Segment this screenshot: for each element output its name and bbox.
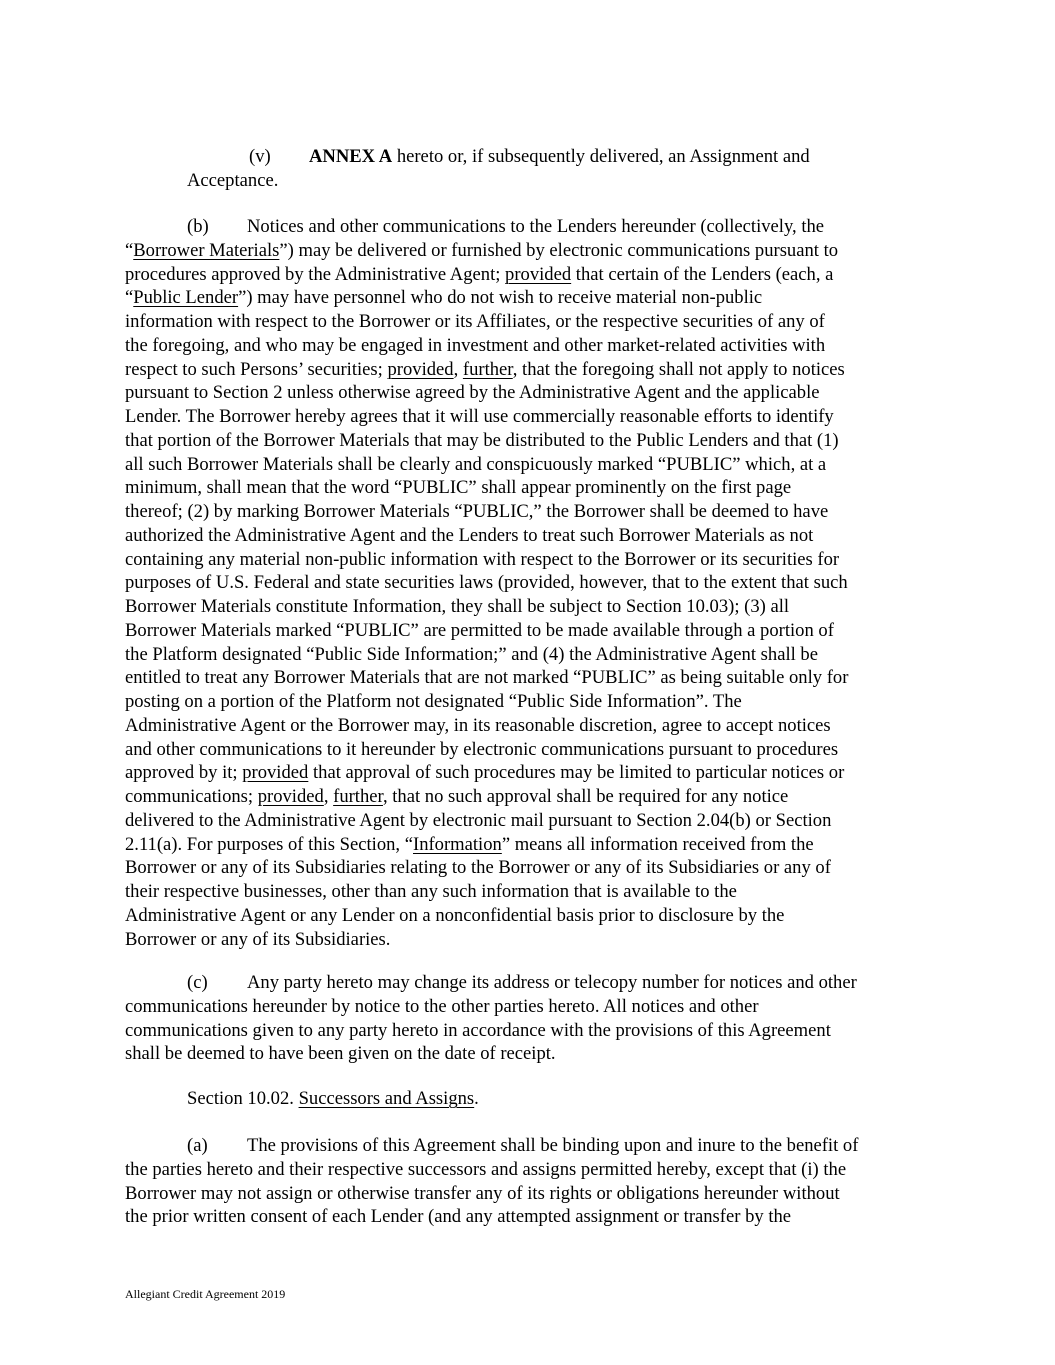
- paragraph-v: (v) ANNEX A hereto or, if subsequently delivered, an Assignment and Acceptance.: [187, 146, 810, 191]
- term-further: further: [462, 358, 513, 380]
- paragraph-a: (a) The provisions of this Agreement shall be binding upon and inure to the benefit of the parties hereto and their respective successors and assigns permitted hereby, except that (i) the Borrower may not assign or otherwise transfer any of its rights or obligations hereunder without the prior written consent of each Lender (and any attempted assignment or transfer by the: [125, 1135, 859, 1228]
- section-title: Successors and Assigns: [298, 1088, 475, 1109]
- defined-term-information: Information: [413, 833, 502, 855]
- term-further: further: [333, 786, 383, 807]
- term-provided: provided: [257, 786, 324, 807]
- paragraph-v-label: (v): [249, 146, 271, 167]
- paragraph-a-label: (a): [187, 1135, 208, 1156]
- paragraph-c-label: (c): [187, 972, 208, 993]
- term-provided: provided: [505, 263, 572, 285]
- annex-a-reference: ANNEX A: [309, 146, 393, 167]
- term-provided: provided: [387, 358, 454, 380]
- page-footer: Allegiant Credit Agreement 2019: [125, 1287, 286, 1301]
- paragraph-b: (b) Notices and other communications to the Lenders hereunder (collectively, the “Borrower Materials”) may be delivered or furnished by electronic communications pursuant to procedures approved by the Administrative Agent; provided that certain of the Lenders (each, a “Public Lender”) may have personnel who do not wish to receive material non-public information with respect to the Borrower or its Affiliates, or the respective securities of any of the foregoing, and who may be engaged in investment and other market-related activities with respect to such Persons’ securities; provided, further, that the foregoing shall not apply to notices pursuant to Section 2 unless otherwise agreed by the Administrative Agent and the applicable Lender. The Borrower hereby agrees that it will use commercially reasonable efforts to identify that portion of the Borrower Materials that may be distributed to the Public Lenders and that (1) all such Borrower Materials shall be clearly and conspicuously marked “PUBLIC” which, at a minimum, shall mean that the word “PUBLIC” shall appear prominently on the first page thereof; (2) by marking Borrower Materials “PUBLIC,” the Borrower shall be deemed to have authorized the Administrative Agent and the Lenders to treat such Borrower Materials as not containing any material non-public information with respect to the Borrower or its securities for purposes of U.S. Federal and state securities laws (provided, however, that to the extent that such Borrower Materials constitute Information, they shall be subject to Section 10.03); (3) all Borrower Materials marked “PUBLIC” are permitted to be made available through a portion of the Platform designated “Public Side Information;” and (4) the Administrative Agent shall be entitled to treat any Borrower Materials that are not marked “PUBLIC” as being suitable only for posting on a portion of the Platform not designated “Public Side Information”. The Administrative Agent or the Borrower may, in its reasonable discretion, agree to accept notices and other communications to it hereunder by electronic communications pursuant to procedures approved by it; provided that approval of such procedures may be limited to particular notices or communications; provided, further, that no such approval shall be required for any notice delivered to the Administrative Agent by electronic mail pursuant to Section 2.04(b) or Section 2.11(a). For purposes of this Section, “Information” means all information received from the Borrower or any of its Subsidiaries relating to the Borrower or any of its Subsidiaries or any of their respective businesses, other than any such information that is available to the Administrative Agent or any Lender on a nonconfidential basis prior to disclosure by the Borrower or any of its Subsidiaries.: [125, 216, 849, 950]
- defined-term-public-lender: Public Lender: [133, 287, 239, 309]
- defined-term-borrower-materials: Borrower Materials: [133, 239, 280, 261]
- paragraph-c: (c) Any party hereto may change its address or telecopy number for notices and other communications hereunder by notice to the other parties hereto. All notices and other communications given to any party hereto in accordance with the provisions of this Agreement shall be deemed to have been given on the date of receipt.: [125, 972, 857, 1065]
- section-heading: Section 10.02. Successors and Assigns.: [187, 1088, 479, 1109]
- section-number: Section 10.02.: [187, 1088, 299, 1109]
- term-provided: provided: [242, 762, 309, 784]
- paragraph-b-label: (b): [187, 216, 209, 237]
